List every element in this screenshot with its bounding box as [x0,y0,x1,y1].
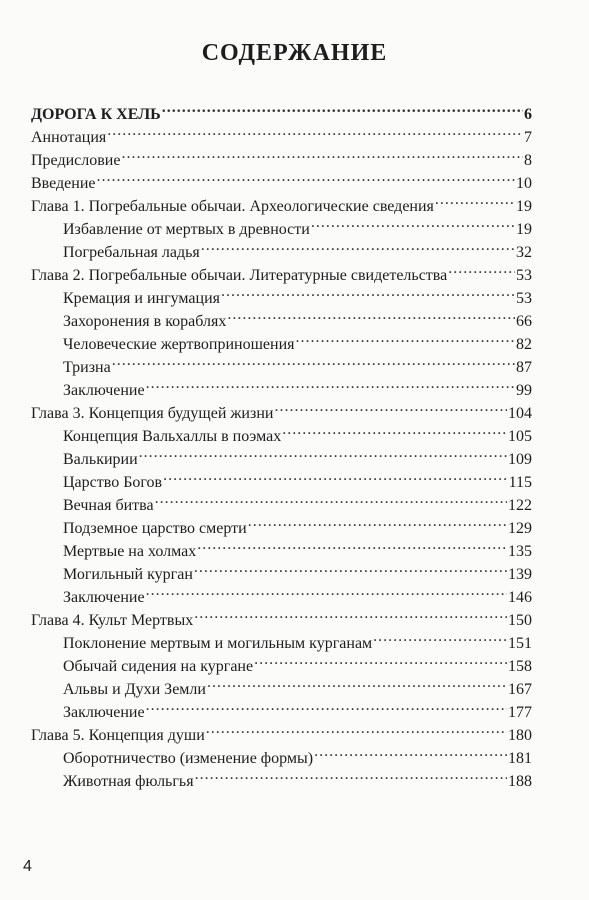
toc-entry-page: 8 [524,152,532,169]
toc-entry-title: Заключение [63,589,145,606]
table-of-contents [31,96,532,790]
toc-entry-page: 32 [516,244,532,261]
dot-leader [121,142,523,165]
toc-entry-page: 115 [508,474,532,491]
toc-entry-title: Аннотация [31,129,107,146]
dot-leader [97,165,516,188]
toc-entry-title: Мертвые на холмах [63,543,197,560]
toc-entry-title: Глава 5. Концепция души [31,727,205,744]
dot-leader [274,395,507,418]
toc-entry-page: 53 [516,267,532,284]
toc-entry-page: 7 [524,129,532,146]
toc-entry-title: ДОРОГА К ХЕЛЬ [31,106,161,123]
dot-leader [146,694,507,717]
dot-leader [248,510,507,533]
toc-entry-title: Валькирии [63,451,138,468]
toc-entry-title: Поклонение мертвым и могильным курганам [63,635,373,652]
toc-entry-title: Погребальная ладья [63,244,200,261]
dot-leader [195,763,507,786]
dot-leader [107,119,523,142]
toc-entry-page: 105 [508,428,532,445]
toc-entry-page: 109 [508,451,532,468]
dot-leader [311,211,515,234]
toc-entry-title: Захоронения в кораблях [63,313,227,330]
toc-entry-title: Вечная битва [63,497,154,514]
toc-entry-title: Тризна [63,359,111,376]
toc-entry [31,96,532,123]
toc-entry-page: 10 [516,175,532,192]
toc-entry [31,165,532,192]
page-title: СОДЕРЖАНИЕ [201,40,388,66]
toc-entry-page: 188 [508,773,532,790]
toc-entry-page: 181 [508,750,532,767]
toc-entry-page: 53 [516,290,532,307]
toc-entry-title: Обычай сидения на кургане [63,658,254,675]
dot-leader [163,464,507,487]
toc-entry-title: Предисловие [31,152,121,169]
toc-entry-page: 167 [508,681,532,698]
toc-entry-title: Альвы и Духи Земли [63,681,206,698]
dot-leader [282,418,507,441]
toc-entry-page: 99 [516,382,532,399]
toc-entry [31,188,532,215]
toc-entry-page: 82 [516,336,532,353]
dot-leader [139,441,507,464]
toc-entry-title: Царство Богов [63,474,163,491]
toc-entry-page: 19 [516,221,532,238]
toc-entry-page: 122 [508,497,532,514]
dot-leader [194,602,507,625]
toc-entry-page: 104 [508,405,532,422]
dot-leader [227,303,515,326]
toc-entry-page: 135 [508,543,532,560]
toc-entry-page: 146 [508,589,532,606]
toc-entry-title: Животная фюльгья [63,773,194,790]
toc-entry-page: 158 [508,658,532,675]
dot-leader [146,372,515,395]
dot-leader [194,556,507,579]
dot-leader [314,740,507,763]
toc-entry-page: 66 [516,313,532,330]
dot-leader [207,671,507,694]
toc-entry-title: Глава 2. Погребальные обычаи. Литературные свидетельства [31,267,448,284]
dot-leader [448,257,515,280]
toc-entry-page: 19 [516,198,532,215]
toc-entry-page: 6 [524,106,532,123]
dot-leader [162,96,523,119]
dot-leader [296,326,516,349]
dot-leader [373,625,507,648]
toc-entry-title: Подземное царство смерти [63,520,247,537]
dot-leader [197,533,507,556]
toc-entry-title: Глава 4. Культ Мертвых [31,612,194,629]
toc-entry-title: Кремация и ингумация [63,290,221,307]
toc-entry-title: Заключение [63,382,145,399]
dot-leader [201,234,515,257]
dot-leader [155,487,507,510]
dot-leader [112,349,515,372]
dot-leader [254,648,507,671]
toc-entry-title: Глава 3. Концепция будущей жизни [31,405,274,422]
page-number: 4 [23,858,32,875]
dot-leader [146,579,507,602]
toc-entry-title: Могильный курган [63,566,193,583]
toc-entry-page: 129 [508,520,532,537]
toc-entry-title: Оборотничество (изменение формы) [63,750,314,767]
toc-entry-title: Введение [31,175,96,192]
toc-entry-page: 150 [508,612,532,629]
toc-entry-page: 180 [508,727,532,744]
toc-entry-title: Глава 1. Погребальные обычаи. Археологические сведения [31,198,434,215]
toc-entry-page: 151 [508,635,532,652]
toc-entry-page: 87 [516,359,532,376]
dot-leader [221,280,515,303]
toc-entry-title: Заключение [63,704,145,721]
toc-entry-title: Концепция Вальхаллы в поэмах [63,428,282,445]
dot-leader [206,717,507,740]
dot-leader [435,188,515,211]
toc-entry-title: Человеческие жертвоприношения [63,336,295,353]
toc-entry-page: 177 [508,704,532,721]
toc-entry-page: 139 [508,566,532,583]
toc-entry-title: Избавление от мертвых в древности [63,221,310,238]
